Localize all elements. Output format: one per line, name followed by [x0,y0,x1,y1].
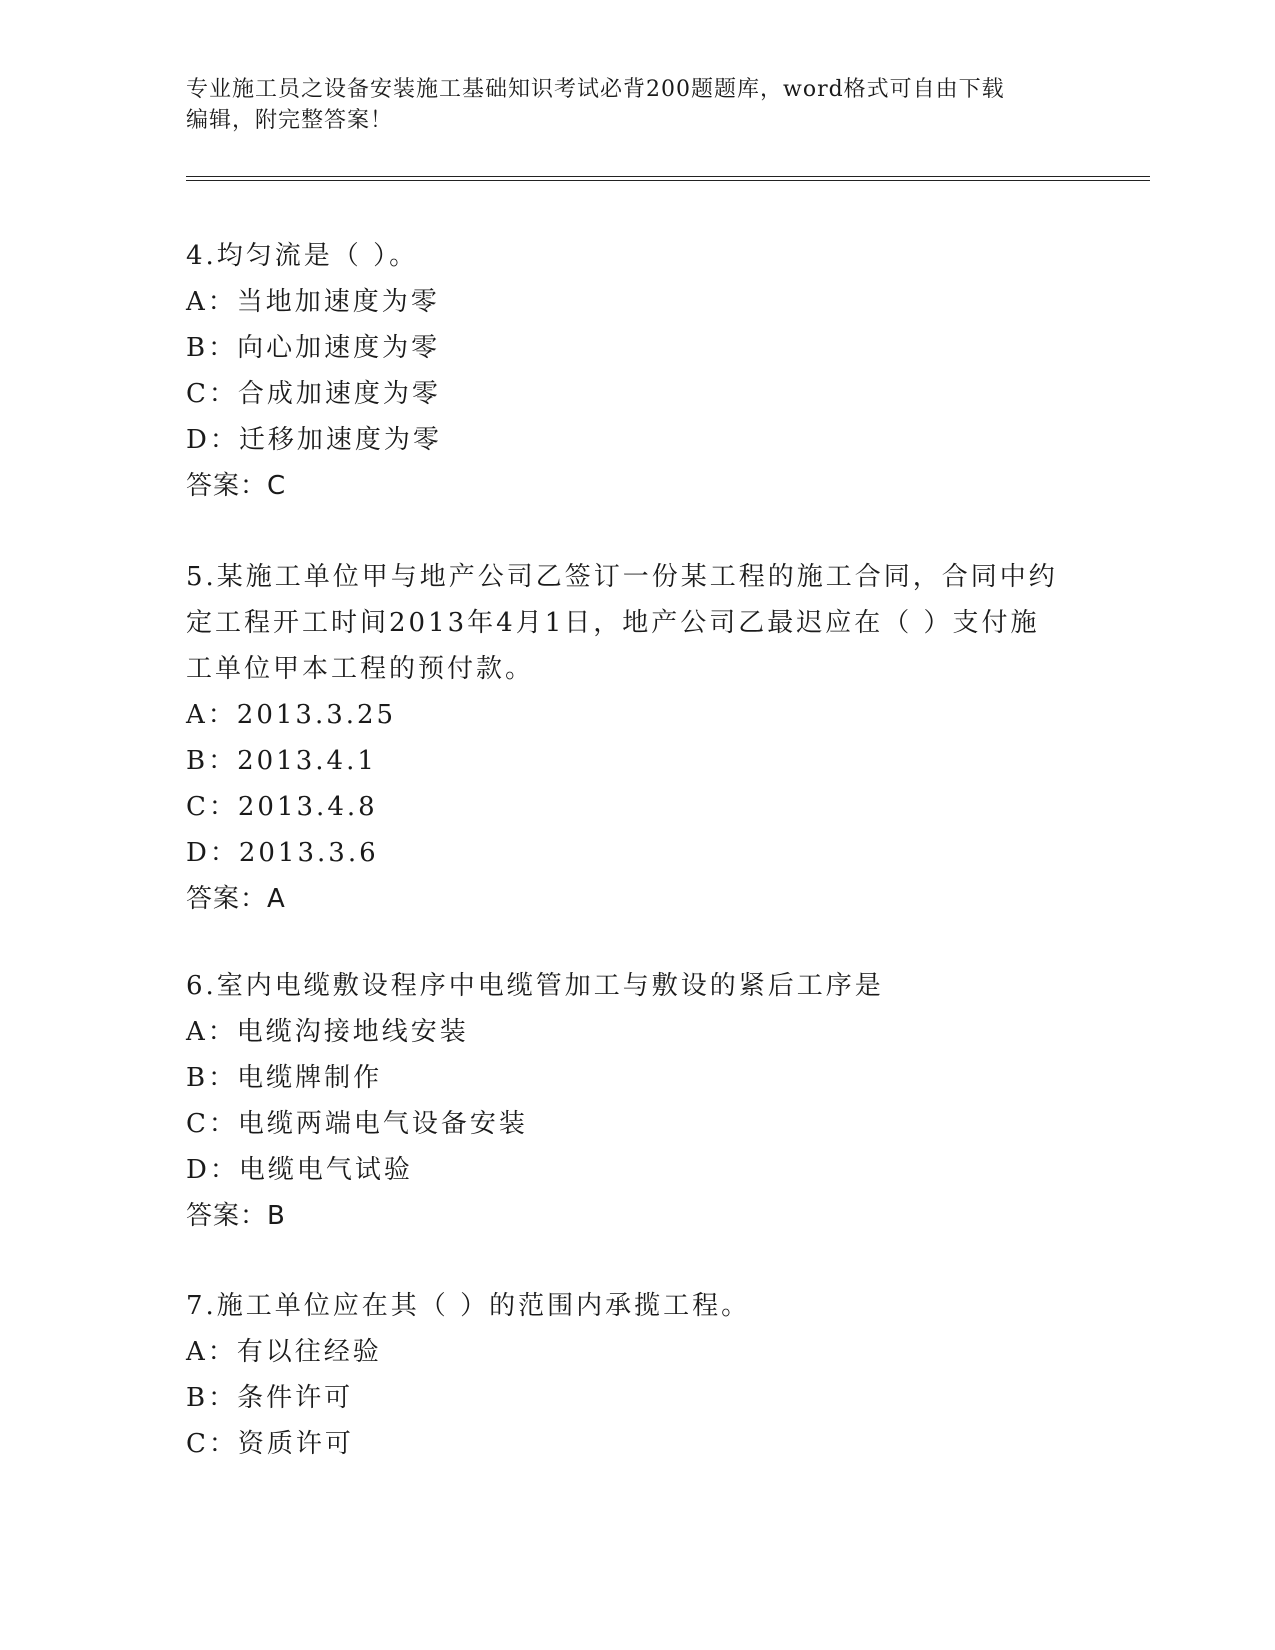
option-d: D：电缆电气试验 [186,1155,413,1185]
option-c: C：2013.4.8 [186,792,378,822]
question-6 [186,963,1066,1239]
option-a: A：2013.3.25 [186,700,397,730]
question-stem-line-1: 5.某施工单位甲与地产公司乙签订一份某工程的施工合同，合同中约 [186,562,1058,592]
question-stem: 7.施工单位应在其（ ）的范围内承揽工程。 [186,1291,751,1321]
option-a: A：电缆沟接地线安装 [186,1017,469,1047]
question-stem: 4.均匀流是（ ）。 [186,241,419,271]
question-stem-line-2: 定工程开工时间2013年4月1日，地产公司乙最迟应在（ ）支付施 [186,608,1040,638]
option-c: C：资质许可 [186,1429,354,1459]
header-divider [186,176,1150,181]
option-d: D：迁移加速度为零 [186,425,442,455]
question-stem: 6.室内电缆敷设程序中电缆管加工与敷设的紧后工序是 [186,971,884,1001]
option-a: A：有以往经验 [186,1337,382,1367]
option-b: B：2013.4.1 [186,746,377,776]
option-c: C：电缆两端电气设备安装 [186,1109,528,1139]
header-title-line-1: 专业施工员之设备安装施工基础知识考试必背200题题库，word格式可自由下载 [186,77,1005,102]
answer: 答案：C [186,471,287,501]
option-b: B：电缆牌制作 [186,1063,383,1093]
answer: 答案：B [186,1201,286,1231]
answer: 答案：A [186,884,286,914]
option-b: B：向心加速度为零 [186,333,441,363]
option-a: A：当地加速度为零 [186,287,440,317]
question-7 [186,1283,1066,1467]
question-5 [186,554,1066,922]
document-header [186,74,1086,136]
question-4 [186,233,1066,509]
option-d: D：2013.3.6 [186,838,379,868]
option-b: B：条件许可 [186,1383,354,1413]
option-c: C：合成加速度为零 [186,379,441,409]
header-title-line-2: 编辑，附完整答案！ [186,108,394,133]
question-stem-line-3: 工单位甲本工程的预付款。 [186,654,535,684]
